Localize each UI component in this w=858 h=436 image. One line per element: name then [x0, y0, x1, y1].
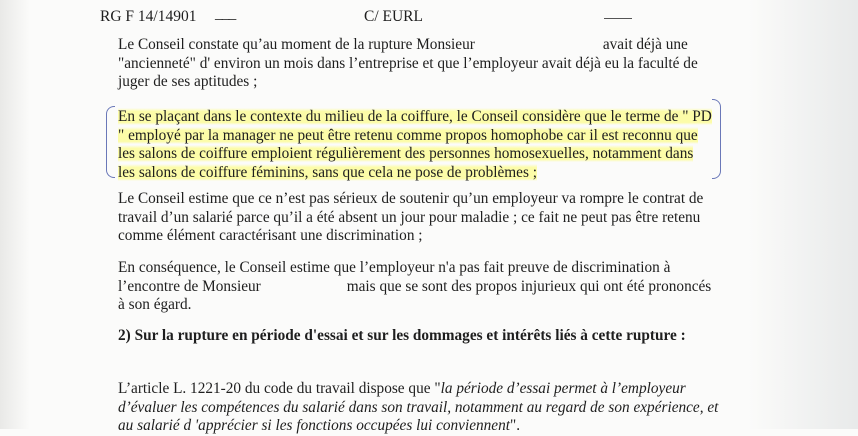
paragraph-conclusion — [118, 259, 718, 315]
paragraph-text: ". — [509, 417, 521, 434]
paragraph-text: avait déjà une "ancienneté" d' environ un mois dans l’entreprise et que l’employeur avait déjà eu la faculté de juger de ses aptitudes ; — [118, 36, 698, 90]
page-edge-shadow — [0, 0, 30, 429]
quoted-article: la période d’essai permet à l’employeur d’évaluer les compétences du salarié dans son travail, notamment au regard de son expérience, et au salarié d 'apprécier si les fonctions occupées lui conviennent — [118, 380, 719, 434]
page-bleed-through — [748, 0, 858, 429]
case-reference: RG F 14/14901 — [100, 8, 197, 25]
defendant-party: C/ EURL — [364, 8, 423, 25]
paragraph-article — [118, 380, 728, 436]
paragraph-text: L’article L. 1221-20 du code du travail dispose que " — [118, 380, 441, 397]
paragraph-text: Le Conseil constate qu’au moment de la rupture Monsieur — [118, 36, 475, 53]
paragraph-text: mais que se sont des propos injurieux qui ont été prononcés à son égard. — [118, 277, 712, 313]
reference-dash: ___ — [215, 5, 236, 22]
pen-bracket-left — [106, 106, 115, 178]
section-heading: 2) Sur la rupture en période d'essai et sur les dommages et intérêts liés à cette rupture : — [118, 327, 686, 344]
page-header — [88, 5, 798, 28]
paragraph-highlighted — [118, 108, 714, 182]
highlighted-text: En se plaçant dans le contexte du milieu de la coiffure, le Conseil considère que le terme de " PD " employé par la manager ne peut être retenu comme propos homophobe car il est reconnu que les salons de coiffure emploient régulièrement des personnes homosexuelles, notamment dans les salons de coiffure féminins, sans que cela ne pose de problèmes ; — [118, 108, 712, 181]
paragraph-text: En conséquence, le Conseil estime que l’employeur n'a pas fait preuve de discrimination à l’encontre de Monsieur — [118, 259, 671, 295]
paragraph-seniority — [118, 36, 718, 92]
header-rule — [604, 18, 632, 19]
paragraph-absence: Le Conseil estime que ce n’est pas sérieux de soutenir qu’un employeur va rompre le contrat de travail d’un salarié parce qu’il a été absent un jour pour maladie ; ce fait ne peut pas être retenu comme élément caractérisant une discrimination ; — [118, 190, 704, 244]
